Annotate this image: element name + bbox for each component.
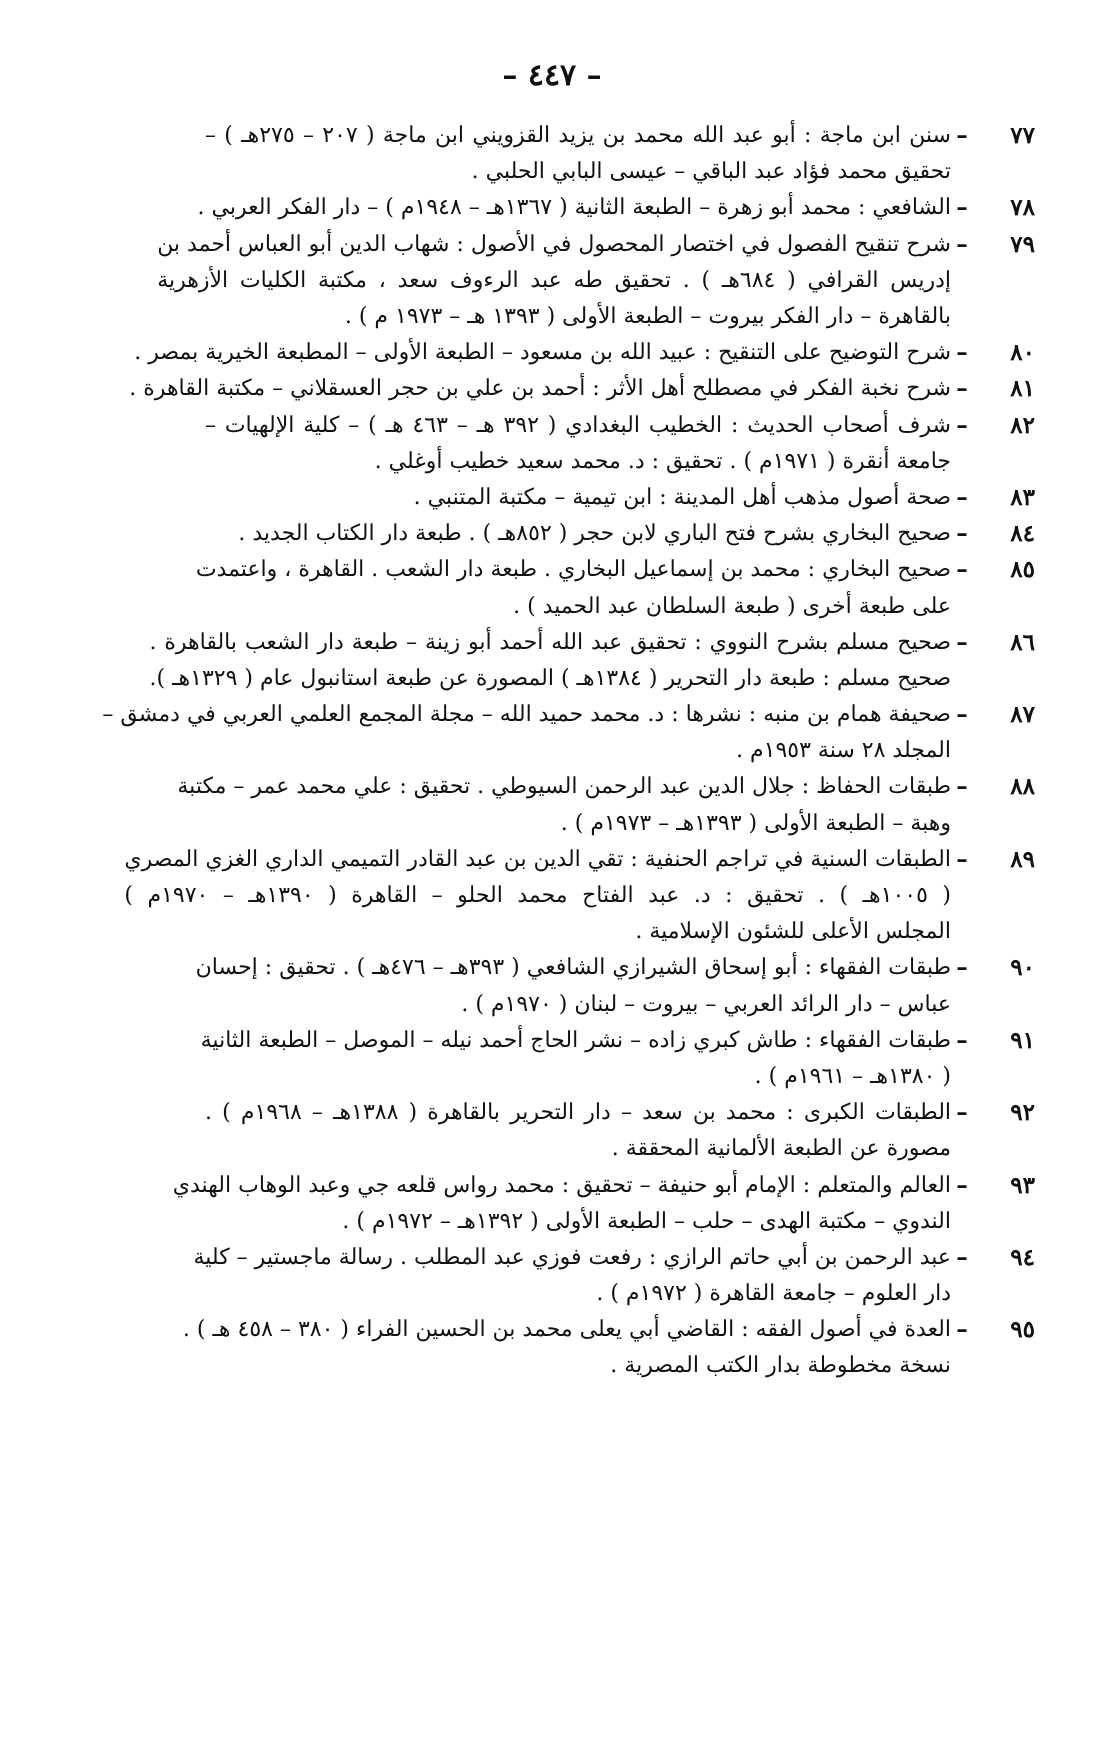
bibliography-entry (205, 118, 1035, 190)
bibliography-entry (205, 1095, 1035, 1167)
entry-number: ٨٣ (1010, 483, 1035, 511)
bibliography-entry (205, 408, 1035, 480)
entry-line: دار العلوم – جامعة القاهرة ( ١٩٧٢م ) . (596, 1281, 951, 1307)
entry-dash: – (956, 483, 968, 511)
entry-line: طبقات الفقهاء : أبو إسحاق الشيرازي الشافعي ( ٣٩٣هـ – ٤٧٦هـ ) . تحقيق : إحسان (195, 955, 951, 981)
entry-number: ٨٢ (1010, 411, 1035, 439)
page-number: – ٤٤٧ – (502, 58, 602, 93)
entry-line: صحة أصول مذهب أهل المدينة : ابن تيمية – مكتبة المتنبي . (413, 484, 951, 510)
entry-line: نسخة مخطوطة بدار الكتب المصرية . (610, 1353, 951, 1379)
entry-text (205, 408, 951, 480)
entry-line: شرح التوضيح على التنقيح : عبيد الله بن مسعود – الطبعة الأولى – المطبعة الخيرية بمصر . (134, 340, 951, 366)
entry-line: ( ١٣٨٠هـ – ١٩٦١م ) . (754, 1063, 951, 1089)
entry-line: العالم والمتعلم : الإمام أبو حنيفة – تحقيق : محمد رواس قلعه جي وعبد الوهاب الهندي (172, 1172, 951, 1198)
entry-text (157, 227, 951, 336)
entry-number: ٩١ (1010, 1026, 1035, 1054)
entry-line: مصورة عن الطبعة الألمانية المحققة . (611, 1136, 951, 1162)
entry-text (205, 1095, 951, 1167)
entry-dash: – (956, 1243, 968, 1271)
entry-text (173, 1168, 951, 1240)
entry-text (177, 769, 951, 841)
entry-line: إدريس القرافي ( ٦٨٤هـ ) . تحقيق طه عبد الرءوف سعد ، مكتبة الكليات الأزهرية (157, 267, 951, 293)
entry-number: ٩٢ (1010, 1099, 1035, 1127)
bibliography-entry (129, 371, 1035, 407)
entry-dash: – (956, 1171, 968, 1199)
entry-line: الندوي – مكتبة الهدى – حلب – الطبعة الأولى ( ١٣٩٢هـ – ١٩٧٢م ) . (342, 1208, 951, 1234)
entry-number: ٧٧ (1010, 122, 1035, 149)
entry-line: المجلس الأعلى للشئون الإسلامية . (635, 919, 951, 945)
entry-number: ٩٥ (1010, 1316, 1035, 1344)
entry-line: طبقات الحفاظ : جلال الدين عبد الرحمن السيوطي . تحقيق : علي محمد عمر – مكتبة (177, 774, 951, 800)
bibliography-list (102, 118, 1035, 1385)
bibliography-entry (193, 1240, 1035, 1312)
entry-dash: – (956, 1099, 968, 1127)
entry-line: سنن ابن ماجة : أبو عبد الله محمد بن يزيد القزويني ابن ماجة ( ٢٠٧ – ٢٧٥هـ ) – (205, 123, 951, 148)
entry-dash: – (956, 1316, 968, 1344)
entry-text (124, 842, 951, 951)
entry-text (198, 190, 951, 226)
entry-number: ٧٩ (1010, 230, 1035, 258)
entry-line: طبقات الفقهاء : طاش كبري زاده – نشر الحاج أحمد نيله – الموصل – الطبعة الثانية (200, 1027, 951, 1053)
bibliography-entry (102, 697, 1035, 769)
entry-line: شرح تنقيح الفصول في اختصار المحصول في الأصول : شهاب الدين أبو العباس أحمد بن (157, 231, 951, 257)
bibliography-entry (205, 480, 1035, 516)
entry-line: على طبعة أخرى ( طبعة السلطان عبد الحميد ) . (513, 593, 951, 619)
entry-text (205, 480, 951, 516)
entry-number: ٨٦ (1010, 628, 1035, 656)
entry-line: ( ١٠٠٥هـ ) . تحقيق : د. عبد الفتاح محمد الحلو – القاهرة ( ١٣٩٠هـ – ١٩٧٠م ) (124, 883, 951, 909)
entry-text (102, 697, 951, 769)
entry-dash: – (956, 411, 968, 439)
entry-line: تحقيق محمد فؤاد عبد الباقي – عيسى البابي الحلبي . (471, 159, 951, 185)
bibliography-entry (157, 227, 1035, 336)
entry-line: شرف أصحاب الحديث : الخطيب البغدادي ( ٣٩٢ هـ – ٤٦٣ هـ ) – كلية الإلهيات – (205, 412, 951, 438)
entry-line: جامعة أنقرة ( ١٩٧١م ) . تحقيق : د. محمد سعيد خطيب أوغلي . (374, 448, 951, 474)
bibliography-entry (149, 625, 1035, 697)
bibliography-entry (177, 769, 1035, 841)
entry-number: ٧٨ (1010, 194, 1035, 222)
entry-number: ٨٤ (1010, 520, 1035, 548)
entry-text (205, 516, 951, 552)
bibliography-entry (134, 335, 1035, 371)
entry-text (134, 335, 951, 371)
entry-line: الطبقات السنية في تراجم الحنفية : تقي الدين بن عبد القادر التميمي الداري الغزي المصري (124, 846, 951, 872)
entry-dash: – (956, 520, 968, 548)
entry-text (205, 118, 951, 190)
bibliography-entry (124, 842, 1035, 951)
entry-dash: – (956, 954, 968, 982)
entry-number: ٨١ (1010, 375, 1035, 403)
entry-line: شرح نخبة الفكر في مصطلح أهل الأثر : أحمد بن علي بن حجر العسقلاني – مكتبة القاهرة . (129, 376, 951, 402)
entry-number: ٩٤ (1010, 1243, 1035, 1271)
entry-line: صحيح البخاري بشرح فتح الباري لابن حجر ( ٨٥٢هـ ) . طبعة دار الكتاب الجديد . (238, 521, 951, 547)
entry-line: عباس – دار الرائد العربي – بيروت – لبنان ( ١٩٧٠م ) . (461, 991, 951, 1017)
bibliography-entry (195, 552, 1035, 624)
entry-line: صحيح مسلم : طبعة دار التحرير ( ١٣٨٤هـ ) المصورة عن طبعة استانبول عام ( ١٣٢٩هـ ). (149, 665, 951, 691)
entry-text (183, 1312, 951, 1384)
entry-text (196, 552, 951, 624)
bibliography-entry (197, 190, 1035, 226)
entry-dash: – (956, 1026, 968, 1054)
entry-dash: – (956, 230, 968, 258)
entry-text (201, 1023, 951, 1095)
bibliography-entry (195, 950, 1035, 1022)
entry-number: ٩٠ (1010, 954, 1035, 982)
entry-line: صحيح مسلم بشرح النووي : تحقيق عبد الله أحمد أبو زينة – طبعة دار الشعب بالقاهرة . (149, 629, 951, 655)
entry-text (150, 625, 951, 697)
entry-number: ٨٩ (1010, 845, 1035, 873)
entry-line: الشافعي : محمد أبو زهرة – الطبعة الثانية ( ١٣٦٧هـ – ١٩٤٨م ) – دار الفكر العربي . (197, 195, 951, 221)
entry-line: العدة في أصول الفقه : القاضي أبي يعلى محمد بن الحسين الفراء ( ٣٨٠ – ٤٥٨ هـ ) . (182, 1317, 951, 1343)
entry-dash: – (956, 194, 968, 222)
entry-number: ٩٣ (1010, 1171, 1035, 1199)
entry-number: ٨٠ (1010, 339, 1035, 367)
entry-dash: – (956, 628, 968, 656)
entry-line: بالقاهرة – دار الفكر بيروت – الطبعة الأولى ( ١٣٩٣ هـ – ١٩٧٣ م ) . (344, 303, 951, 329)
bibliography-entry (182, 1312, 1035, 1384)
entry-line: الطبقات الكبرى : محمد بن سعد – دار التحرير بالقاهرة ( ١٣٨٨هـ – ١٩٦٨م ) . (205, 1100, 951, 1126)
entry-number: ٨٧ (1010, 701, 1035, 729)
bibliography-entry (200, 1023, 1035, 1095)
entry-number: ٨٨ (1010, 773, 1035, 801)
bibliography-entry (172, 1168, 1035, 1240)
entry-dash: – (956, 339, 968, 367)
entry-dash: – (956, 773, 968, 801)
entry-dash: – (956, 701, 968, 729)
entry-text (129, 371, 951, 407)
entry-line: صحيح البخاري : محمد بن إسماعيل البخاري . طبعة دار الشعب . القاهرة ، واعتمدت (195, 557, 951, 583)
entry-number: ٨٥ (1010, 556, 1035, 584)
entry-line: صحيفة همام بن منبه : نشرها : د. محمد حميد الله – مجلة المجمع العلمي العربي في دمشق – (102, 702, 951, 728)
entry-line: المجلد ٢٨ سنة ١٩٥٣م . (736, 738, 951, 764)
entry-dash: – (956, 375, 968, 403)
entry-line: عبد الرحمن بن أبي حاتم الرازي : رفعت فوزي عبد المطلب . رسالة ماجستير – كلية (193, 1244, 951, 1270)
entry-line: وهبة – الطبعة الأولى ( ١٣٩٣هـ – ١٩٧٣م ) . (560, 810, 951, 836)
bibliography-entry (205, 516, 1035, 552)
entry-text (196, 950, 951, 1022)
entry-text (194, 1240, 952, 1312)
entry-dash: – (956, 845, 968, 873)
entry-dash: – (956, 556, 968, 584)
entry-dash: – (956, 122, 968, 149)
